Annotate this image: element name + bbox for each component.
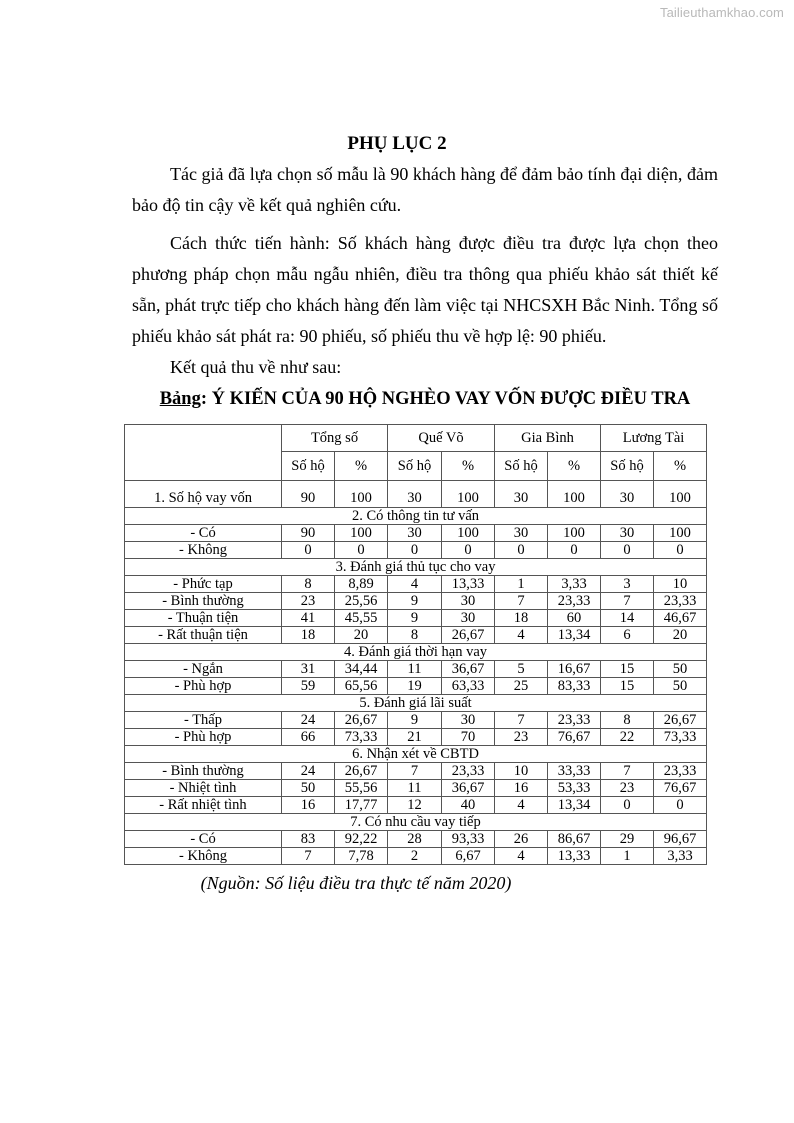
cell: 40 [442,797,495,814]
cell: 13,33 [442,576,495,593]
cell: 8,89 [335,576,388,593]
section-row [125,508,707,525]
row-label: - Bình thường [125,763,282,780]
paragraph-text: Kết quả thu về như sau: [170,357,342,377]
header-group: Lương Tài [601,425,707,452]
cell: 0 [388,542,442,559]
row-label: - Bình thường [125,593,282,610]
cell: 26 [495,831,548,848]
cell: 55,56 [335,780,388,797]
cell: 100 [548,481,601,508]
cell: 13,34 [548,797,601,814]
section-title: 5. Đánh giá lãi suất [125,695,707,712]
cell: 15 [601,661,654,678]
row-label: - Phức tạp [125,576,282,593]
cell: 50 [282,780,335,797]
cell: 83,33 [548,678,601,695]
cell: 9 [388,712,442,729]
cell: 28 [388,831,442,848]
table-row [125,627,707,644]
cell: 30 [388,525,442,542]
cell: 0 [548,542,601,559]
cell: 73,33 [335,729,388,746]
section-title: 2. Có thông tin tư vấn [125,508,707,525]
cell: 26,67 [335,763,388,780]
cell: 30 [442,593,495,610]
cell: 16,67 [548,661,601,678]
section-row [125,746,707,763]
row-label: - Phù hợp [125,729,282,746]
cell: 92,22 [335,831,388,848]
cell: 30 [442,610,495,627]
cell: 7 [495,593,548,610]
cell: 10 [495,763,548,780]
watermark: Tailieuthamkhao.com [659,5,784,20]
table-row [125,525,707,542]
table-row [125,481,707,508]
header-group: Gia Bình [495,425,601,452]
cell: 100 [654,481,707,508]
row-label: - Ngắn [125,661,282,678]
cell: 16 [282,797,335,814]
table-caption [0,389,794,410]
row-label: - Có [125,831,282,848]
cell: 9 [388,610,442,627]
table-row [125,542,707,559]
table-row [125,831,707,848]
section-row [125,559,707,576]
cell: 10 [654,576,707,593]
cell: 73,33 [654,729,707,746]
cell: 1 [601,848,654,865]
cell: 23,33 [548,593,601,610]
cell: 86,67 [548,831,601,848]
cell: 23 [601,780,654,797]
section-title: 7. Có nhu cầu vay tiếp [125,814,707,831]
cell: 24 [282,763,335,780]
cell: 25 [495,678,548,695]
table-row [125,610,707,627]
table-row [125,797,707,814]
paragraph-results-intro [132,352,718,383]
cell: 14 [601,610,654,627]
header-sub: % [442,452,495,481]
header-blank [125,425,282,481]
header-sub: Số hộ [495,452,548,481]
table-row [125,780,707,797]
survey-table [124,424,707,865]
cell: 4 [495,797,548,814]
row-label: 1. Số hộ vay vốn [125,481,282,508]
cell: 41 [282,610,335,627]
cell: 0 [495,542,548,559]
source-note: (Nguồn: Số liệu điều tra thực tế năm 2020) [200,873,512,893]
cell: 23 [282,593,335,610]
cell: 7 [495,712,548,729]
cell: 33,33 [548,763,601,780]
paragraph-method [132,228,718,352]
cell: 53,33 [548,780,601,797]
row-label: - Không [125,848,282,865]
cell: 9 [388,593,442,610]
cell: 11 [388,661,442,678]
cell: 60 [548,610,601,627]
table-row [125,576,707,593]
cell: 93,33 [442,831,495,848]
row-label: - Thấp [125,712,282,729]
cell: 70 [442,729,495,746]
row-label: - Thuận tiện [125,610,282,627]
section-row [125,695,707,712]
cell: 30 [601,525,654,542]
cell: 7 [601,763,654,780]
cell: 3 [601,576,654,593]
cell: 3,33 [654,848,707,865]
header-sub: % [335,452,388,481]
cell: 90 [282,481,335,508]
row-label: - Rất nhiệt tình [125,797,282,814]
cell: 23,33 [654,763,707,780]
header-sub: Số hộ [282,452,335,481]
table-row [125,729,707,746]
cell: 30 [388,481,442,508]
cell: 23,33 [654,593,707,610]
cell: 19 [388,678,442,695]
cell: 15 [601,678,654,695]
cell: 59 [282,678,335,695]
paragraph-text: Tác giả đã lựa chọn số mẫu là 90 khách hàng để đảm bảo tính đại diện, đảm bảo độ tin cậy về kết quả nghiên cứu. [132,164,718,215]
cell: 45,55 [335,610,388,627]
cell: 26,67 [654,712,707,729]
cell: 26,67 [442,627,495,644]
header-group: Tổng số [282,425,388,452]
header-sub: Số hộ [388,452,442,481]
header-group: Quế Võ [388,425,495,452]
row-label: - Có [125,525,282,542]
cell: 34,44 [335,661,388,678]
cell: 50 [654,678,707,695]
cell: 100 [335,525,388,542]
cell: 3,33 [548,576,601,593]
cell: 11 [388,780,442,797]
cell: 6,67 [442,848,495,865]
cell: 30 [495,525,548,542]
cell: 26,67 [335,712,388,729]
table-header-groups [125,425,707,452]
cell: 20 [335,627,388,644]
cell: 36,67 [442,780,495,797]
cell: 100 [548,525,601,542]
header-sub: % [548,452,601,481]
cell: 18 [495,610,548,627]
cell: 100 [335,481,388,508]
cell: 100 [654,525,707,542]
table-row [125,661,707,678]
cell: 36,67 [442,661,495,678]
cell: 76,67 [548,729,601,746]
cell: 8 [601,712,654,729]
table-caption-prefix: Bảng [159,389,201,409]
cell: 31 [282,661,335,678]
cell: 65,56 [335,678,388,695]
cell: 0 [335,542,388,559]
cell: 7 [388,763,442,780]
cell: 66 [282,729,335,746]
row-label: - Nhiệt tình [125,780,282,797]
row-label: - Không [125,542,282,559]
section-title: 4. Đánh giá thời hạn vay [125,644,707,661]
cell: 46,67 [654,610,707,627]
cell: 25,56 [335,593,388,610]
cell: 7,78 [335,848,388,865]
cell: 30 [442,712,495,729]
row-label: - Rất thuận tiện [125,627,282,644]
cell: 4 [388,576,442,593]
cell: 13,33 [548,848,601,865]
cell: 23,33 [442,763,495,780]
cell: 2 [388,848,442,865]
table-row [125,763,707,780]
header-sub: Số hộ [601,452,654,481]
cell: 18 [282,627,335,644]
cell: 22 [601,729,654,746]
cell: 76,67 [654,780,707,797]
cell: 30 [495,481,548,508]
cell: 0 [601,542,654,559]
cell: 100 [442,481,495,508]
cell: 0 [654,797,707,814]
cell: 5 [495,661,548,678]
cell: 96,67 [654,831,707,848]
table-caption-text: : Ý KIẾN CỦA 90 HỘ NGHÈO VAY VỐN ĐƯỢC ĐIỀU TRA [200,389,691,409]
cell: 21 [388,729,442,746]
cell: 6 [601,627,654,644]
section-row [125,644,707,661]
cell: 23 [495,729,548,746]
page-title: PHỤ LỤC 2 [347,133,447,154]
header-sub: % [654,452,707,481]
cell: 100 [442,525,495,542]
cell: 90 [282,525,335,542]
cell: 7 [601,593,654,610]
cell: 0 [282,542,335,559]
cell: 4 [495,848,548,865]
cell: 4 [495,627,548,644]
cell: 0 [601,797,654,814]
cell: 13,34 [548,627,601,644]
cell: 0 [654,542,707,559]
row-label: - Phù hợp [125,678,282,695]
cell: 20 [654,627,707,644]
cell: 7 [282,848,335,865]
section-row [125,814,707,831]
cell: 50 [654,661,707,678]
cell: 83 [282,831,335,848]
cell: 30 [601,481,654,508]
table-row [125,712,707,729]
section-title: 3. Đánh giá thủ tục cho vay [125,559,707,576]
paragraph-sample [132,159,718,221]
paragraph-text: Cách thức tiến hành: Số khách hàng được điều tra được lựa chọn theo phương pháp chọn mẫu ngẫu nhiên, điều tra thông qua phiếu khảo sát thiết kế sẵn, phát trực tiếp cho khách hàng đến làm việc tại NHCSXH Bắc Ninh. Tổng số phiếu khảo sát phát ra: 90 phiếu, số phiếu thu về hợp lệ: 90 phiếu. [132,233,718,346]
cell: 24 [282,712,335,729]
table-row [125,848,707,865]
section-title: 6. Nhận xét về CBTD [125,746,707,763]
cell: 23,33 [548,712,601,729]
cell: 16 [495,780,548,797]
cell: 12 [388,797,442,814]
cell: 8 [282,576,335,593]
cell: 17,77 [335,797,388,814]
cell: 0 [442,542,495,559]
cell: 8 [388,627,442,644]
cell: 29 [601,831,654,848]
cell: 1 [495,576,548,593]
cell: 63,33 [442,678,495,695]
table-row [125,593,707,610]
table-row [125,678,707,695]
